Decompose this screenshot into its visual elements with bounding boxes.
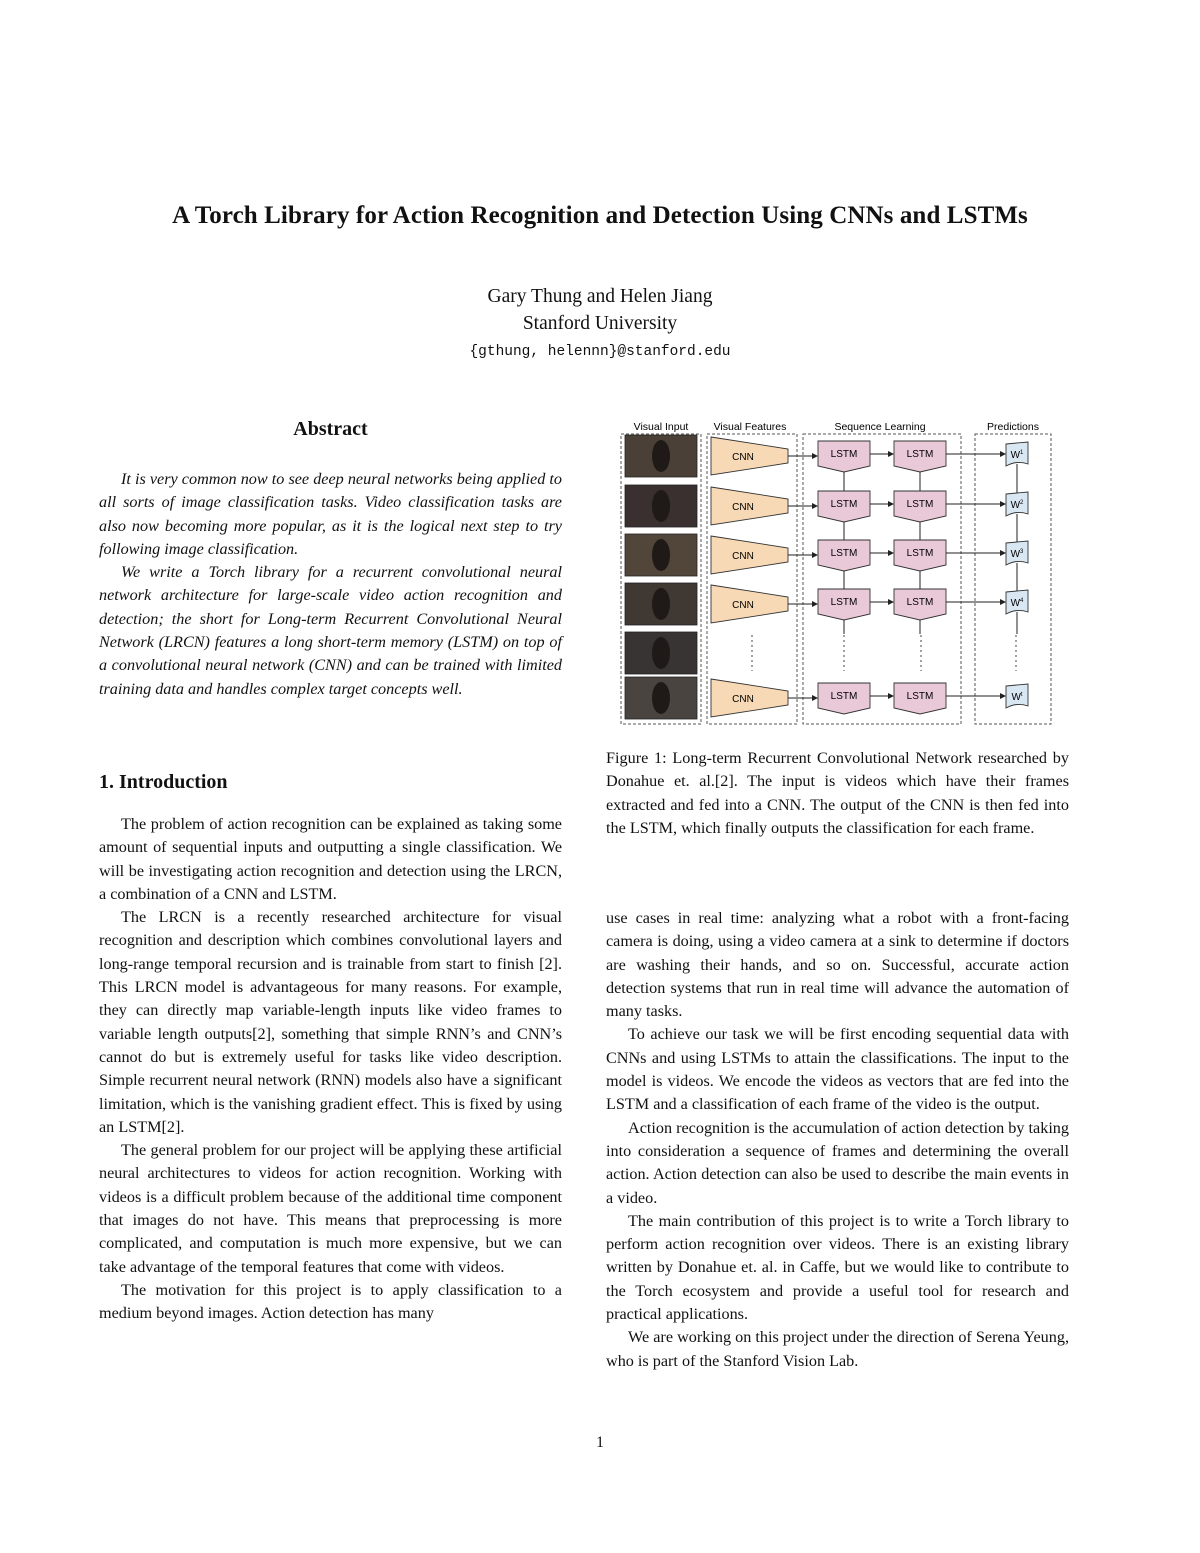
abstract-paragraph: It is very common now to see deep neural networks being applied to all sorts of image classification tasks. Video classification tasks are also now becoming more popular, as it is the logical next step to try following image classification. [99,470,562,558]
arrow-head [1000,693,1006,699]
arrow-head [1000,599,1006,605]
arrow-head [812,601,818,607]
intro-paragraph: The main contribution of this project is to write a Torch library to perform action recognition over videos. There is an existing library written by Donahue et. al. in Caffe, but we would like to contribute to the Torch ecosystem and provide a useful tool for research and practical applications. [606,1211,1069,1324]
arrow-head [888,693,894,699]
lstm-label: LSTM [906,499,934,510]
introduction-left-column [99,813,562,1326]
intro-paragraph: The motivation for this project is to apply classification to a medium beyond images. Action detection has many [99,1280,562,1323]
arrow-head [812,503,818,509]
section-heading-introduction: 1. Introduction [99,771,228,793]
intro-paragraph: To achieve our task we will be first encoding sequential data with CNNs and using LSTMs to attain the classifications. The input to the model is videos. We encode the videos as vectors that are fed into the LSTM and a classification of each frame of the video is the output. [606,1025,1069,1114]
prediction-label: $W^4$ [1010,598,1024,609]
cnn-label: CNN [732,502,754,513]
video-frame-figure [652,637,670,669]
sequence-learning-group [803,434,961,724]
cnn-label: CNN [732,600,754,611]
introduction-right-column [606,907,1069,1373]
prediction-label: $W^2$ [1010,500,1024,511]
column-label-visual-features: Visual Features [713,421,787,433]
email: {gthung, helennn}@stanford.edu [469,344,731,360]
abstract-paragraph: We write a Torch library for a recurrent convolutional neural network architecture for large-scale video action recognition and detection; the short for Long-term Recurrent Convolutional Neural Network (LRCN) features a long short-term memory (LSTM) on top of a convolutional neural network (CNN) and can be trained with limited training data and handles complex target concepts well. [99,563,562,698]
video-frame-figure [652,588,670,620]
arrow-head [1000,550,1006,556]
lrcn-figure [618,418,1058,728]
arrow-head [888,550,894,556]
cnn-label: CNN [732,694,754,705]
lstm-label: LSTM [830,499,858,510]
column-label-visual-input: Visual Input [633,421,689,433]
arrow-head [812,695,818,701]
arrow-head [1000,501,1006,507]
lstm-label: LSTM [830,597,858,608]
arrow-head [888,599,894,605]
lstm-label: LSTM [906,449,934,460]
lstm-label: LSTM [830,548,858,559]
intro-paragraph: We are working on this project under the direction of Serena Yeung, who is part of the Stanford Vision Lab. [606,1328,1069,1370]
arrow-head [812,552,818,558]
video-frame-figure [652,490,670,522]
lstm-label: LSTM [906,597,934,608]
lstm-label: LSTM [830,691,858,702]
intro-paragraph-continued: use cases in real time: analyzing what a robot with a front-facing camera is doing, using a video camera at a sink to determine if doctors are washing their hands, and so on. Successful, accurate action detection systems that run in real time will advance the automation of many tasks. [606,909,1069,1021]
intro-paragraph: Action recognition is the accumulation of action detection by taking into consideration a sequence of frames and determining the overall action. Action detection can also be used to describe the main events in a video. [606,1118,1069,1207]
video-frame-figure [652,539,670,571]
abstract-body [99,468,562,701]
author-block [0,283,1200,337]
lstm-label: LSTM [906,691,934,702]
intro-paragraph: The problem of action recognition can be explained as taking some amount of sequential inputs and outputting a single classification. We will be investigating action recognition and detection using the LRCN, a combination of a CNN and LSTM. [99,815,562,903]
arrow-head [812,453,818,459]
arrow-head [1000,451,1006,457]
abstract-heading: Abstract [293,418,368,440]
column-label-predictions: Predictions [987,421,1039,433]
page-number: 1 [596,1434,604,1451]
lstm-label: LSTM [830,449,858,460]
column-label-sequence-learning: Sequence Learning [834,421,926,433]
paper-title: A Torch Library for Action Recognition and Detection Using CNNs and LSTMs [172,202,1028,229]
affiliation: Stanford University [522,313,678,334]
video-frame-figure [652,682,670,714]
prediction-label: $W^t$ [1011,692,1023,703]
predictions-group [975,434,1051,724]
arrow-head [888,451,894,457]
video-frame-figure [652,440,670,472]
lrcn-diagram [618,418,1058,728]
intro-paragraph: The LRCN is a recently researched architecture for visual recognition and description which combines convolutional layers and long-range temporal recursion and is trainable from start to finish [2]. This LRCN model is advantageous for many reasons. For example, they can directly map variable-length inputs like video frames to variable length outputs[2], something that simple RNN’s and CNN’s cannot do but is extremely useful for tasks like video description. Simple recurrent neural network (RNN) models also have a significant limitation, which is the vanishing gradient effect. This is fixed by using an LSTM[2]. [99,908,562,1136]
cnn-label: CNN [732,452,754,463]
arrow-head [888,501,894,507]
authors: Gary Thung and Helen Jiang [487,286,713,307]
intro-paragraph: The general problem for our project will be applying these artificial neural architectures to videos for action recognition. Working with videos is a difficult problem because of the additional time component that images do not have. This means that preprocessing is more complicated, and computation is much more expensive, but we can take advantage of the temporal features that come with videos. [99,1141,562,1276]
figure-caption: Figure 1: Long-term Recurrent Convolutional Network researched by Donahue et. al.[2]. The input is videos which have their frames extracted and fed into a CNN. The output of the CNN is then fed into the LSTM, which finally outputs the classification for each frame. [606,749,1069,837]
lstm-label: LSTM [906,548,934,559]
prediction-label: $W^1$ [1010,450,1024,461]
prediction-label: $W^3$ [1010,549,1024,560]
cnn-label: CNN [732,551,754,562]
